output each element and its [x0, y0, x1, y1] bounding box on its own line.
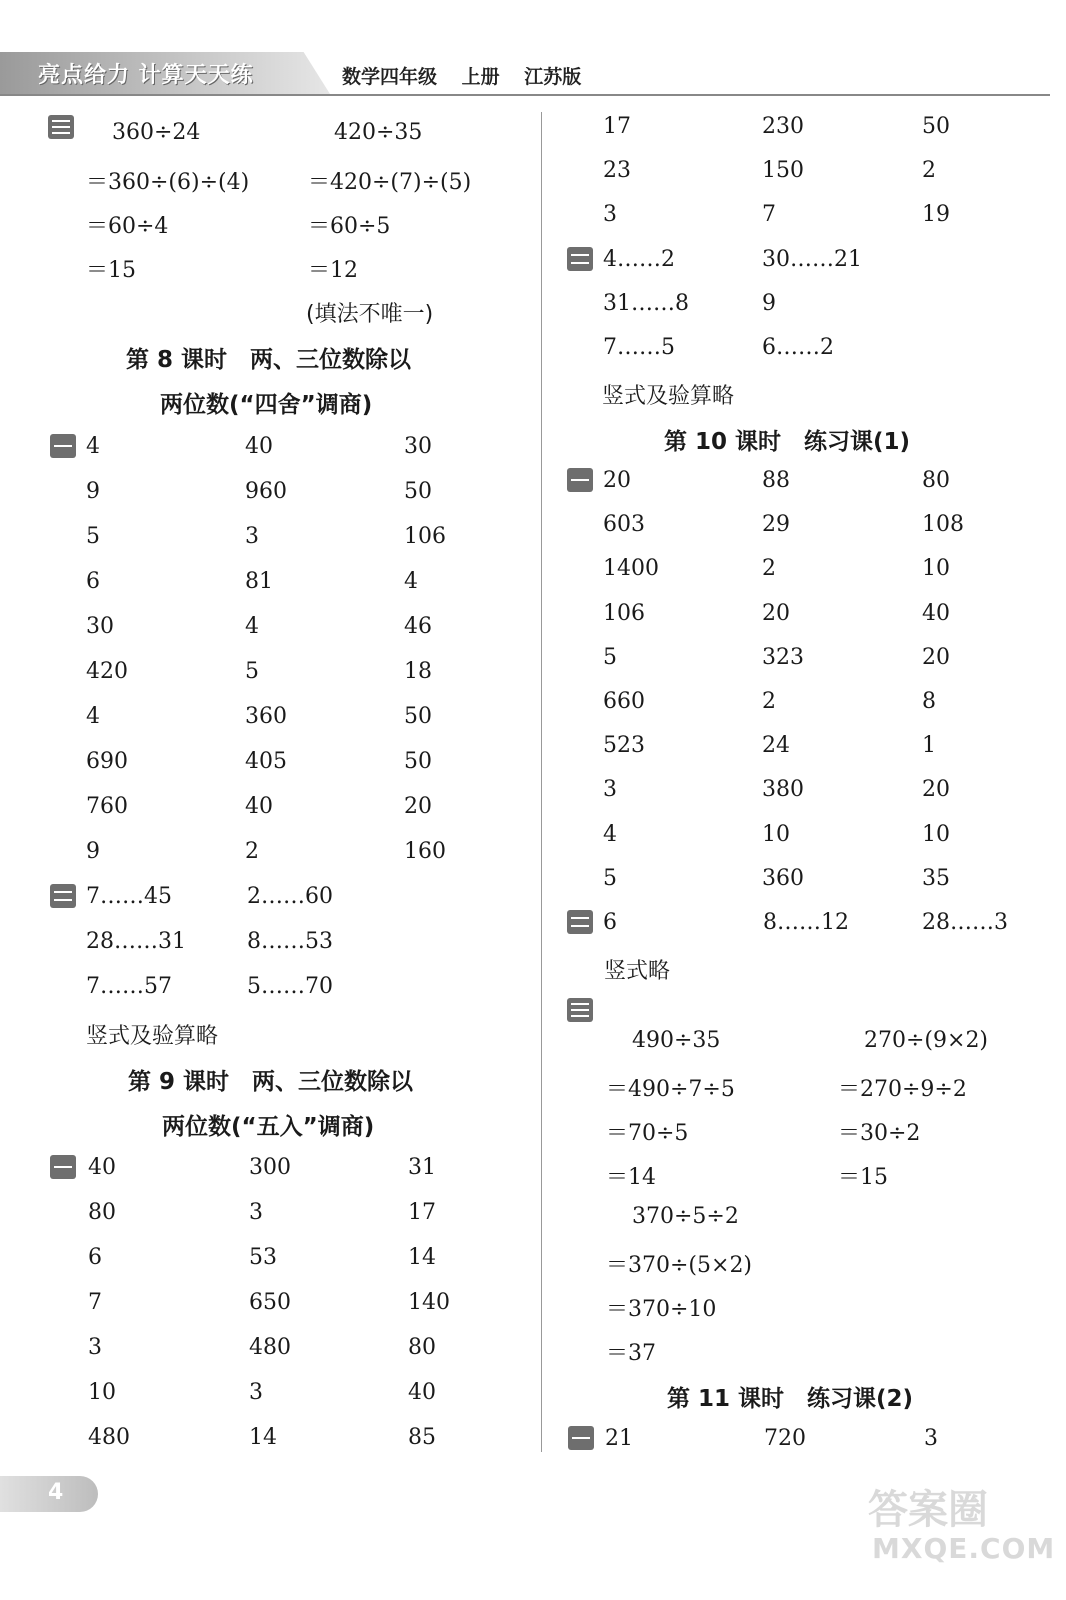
answer-cell: 2 — [245, 839, 259, 864]
answer-cell: 20 — [762, 600, 790, 626]
answer-cell: 960 — [245, 479, 287, 504]
answer-cell: 23 — [603, 158, 631, 183]
column-divider — [541, 112, 542, 1452]
equation-line: ＝37 — [606, 1341, 656, 1366]
answer-cell: 40 — [245, 434, 273, 459]
answer-note: (填法不唯一) — [306, 302, 434, 327]
answer-cell: 7……57 — [86, 974, 172, 999]
answer-cell: 6 — [603, 910, 617, 935]
answer-cell: 3 — [603, 777, 617, 803]
answer-note: 竖式及验算略 — [602, 384, 735, 409]
answer-cell: 6……2 — [762, 335, 834, 360]
equation-line: ＝12 — [308, 258, 358, 283]
answer-note: 竖式及验算略 — [86, 1024, 219, 1049]
section-one-icon — [568, 1426, 594, 1450]
answer-cell: 7 — [88, 1290, 102, 1315]
answer-cell: 108 — [922, 512, 964, 538]
equation-line: ＝490÷7÷5 — [606, 1077, 735, 1102]
answer-cell: 106 — [603, 600, 645, 626]
answer-cell: 7 — [762, 202, 776, 227]
section-one-icon — [567, 468, 593, 492]
section-two-icon — [567, 247, 593, 271]
answer-cell: 30 — [86, 614, 114, 639]
answer-cell: 603 — [603, 512, 645, 538]
section-three-icon — [48, 115, 74, 139]
answer-cell: 40 — [408, 1380, 436, 1405]
answer-cell: 29 — [762, 512, 790, 538]
answer-cell: 50 — [922, 114, 950, 139]
answer-cell: 20 — [603, 468, 631, 493]
answer-cell: 8……53 — [247, 929, 333, 954]
answer-cell: 40 — [922, 600, 950, 626]
lesson-11-title: 第 11 课时 练习课(2) — [667, 1386, 914, 1412]
answer-cell: 81 — [245, 569, 273, 594]
answer-cell: 4 — [404, 569, 418, 594]
answer-cell: 3 — [924, 1426, 938, 1451]
answer-cell: 323 — [762, 644, 804, 670]
answer-cell: 690 — [86, 749, 128, 774]
answer-cell: 10 — [922, 821, 950, 847]
answer-cell: 1400 — [603, 556, 659, 582]
answer-cell: 10 — [88, 1380, 116, 1405]
answer-cell: 3 — [249, 1200, 263, 1225]
answer-cell: 24 — [762, 733, 790, 759]
section-one-icon — [50, 434, 76, 458]
answer-cell: 30 — [404, 434, 432, 459]
answer-cell: 5 — [603, 644, 617, 670]
answer-cell: 40 — [245, 794, 273, 819]
answer-cell: 31 — [408, 1155, 436, 1180]
equation-line: 490÷35 — [632, 1028, 721, 1053]
answer-cell: 1 — [922, 733, 936, 759]
answer-cell: 380 — [762, 777, 804, 803]
answer-cell: 523 — [603, 733, 645, 759]
answer-cell: 2 — [922, 158, 936, 183]
equation-line: 420÷35 — [334, 120, 423, 145]
equation-line: ＝370÷10 — [606, 1297, 717, 1322]
answer-cell: 88 — [762, 468, 790, 493]
answer-cell: 18 — [404, 659, 432, 684]
answer-cell: 720 — [764, 1426, 806, 1451]
answer-cell: 9 — [86, 839, 100, 864]
answer-cell: 2 — [762, 689, 776, 714]
equation-line: 370÷5÷2 — [632, 1204, 739, 1229]
answer-cell: 53 — [249, 1245, 277, 1270]
answer-cell: 21 — [605, 1426, 633, 1451]
lesson-8-title: 第 8 课时 两、三位数除以 — [126, 347, 412, 373]
answer-cell: 35 — [922, 865, 950, 891]
answer-cell: 5 — [603, 865, 617, 891]
answer-cell: 50 — [404, 749, 432, 774]
book-brand: 亮点给力 计算天天练 — [38, 63, 254, 88]
equation-line: 270÷(9×2) — [864, 1028, 989, 1053]
section-three-icon — [567, 998, 593, 1022]
answer-cell: 14 — [408, 1245, 436, 1270]
answer-cell: 80 — [408, 1335, 436, 1360]
answer-cell: 405 — [245, 749, 287, 774]
equation-line: 360÷24 — [112, 120, 201, 145]
answer-cell: 80 — [88, 1200, 116, 1225]
answer-cell: 20 — [922, 644, 950, 670]
answer-cell: 7……45 — [86, 884, 172, 909]
answer-cell: 480 — [88, 1425, 130, 1450]
lesson-10-title: 第 10 课时 练习课(1) — [664, 429, 911, 455]
equation-line: ＝14 — [606, 1165, 656, 1190]
equation-line: ＝70÷5 — [606, 1121, 689, 1146]
answer-cell: 4 — [86, 434, 100, 459]
answer-cell: 140 — [408, 1290, 450, 1315]
answer-cell: 5 — [86, 524, 100, 549]
answer-cell: 3 — [249, 1380, 263, 1405]
answer-cell: 31……8 — [603, 291, 689, 316]
answer-cell: 10 — [922, 556, 950, 582]
answer-cell: 28……3 — [922, 910, 1008, 935]
answer-cell: 150 — [762, 158, 804, 183]
watermark-url: MXQE.COM — [872, 1532, 1056, 1565]
lesson-9-subtitle: 两位数(“五入”调商) — [162, 1114, 375, 1140]
answer-cell: 3 — [245, 524, 259, 549]
answer-cell: 50 — [404, 479, 432, 504]
answer-cell: 5 — [245, 659, 259, 684]
equation-line: ＝30÷2 — [838, 1121, 921, 1146]
answer-cell: 300 — [249, 1155, 291, 1180]
answer-cell: 4……2 — [603, 247, 675, 272]
answer-cell: 230 — [762, 114, 804, 139]
answer-cell: 3 — [88, 1335, 102, 1360]
equation-line: ＝60÷5 — [308, 214, 391, 239]
answer-cell: 2 — [762, 556, 776, 582]
answer-cell: 14 — [249, 1425, 277, 1450]
answer-cell: 160 — [404, 839, 446, 864]
answer-cell: 50 — [404, 704, 432, 729]
lesson-9-title: 第 9 课时 两、三位数除以 — [128, 1069, 414, 1095]
page-number: 4 — [48, 1480, 64, 1505]
answer-cell: 80 — [922, 468, 950, 493]
answer-cell: 19 — [922, 202, 950, 227]
answer-cell: 28……31 — [86, 929, 186, 954]
answer-cell: 7……5 — [603, 335, 675, 360]
equation-line: ＝270÷9÷2 — [838, 1077, 967, 1102]
answer-cell: 6 — [88, 1245, 102, 1270]
answer-cell: 8 — [922, 689, 936, 714]
answer-cell: 360 — [245, 704, 287, 729]
answer-cell: 2……60 — [247, 884, 333, 909]
answer-cell: 85 — [408, 1425, 436, 1450]
section-one-icon — [50, 1155, 76, 1179]
answer-cell: 9 — [86, 479, 100, 504]
page-number-tab — [0, 1476, 98, 1512]
answer-cell: 6 — [86, 569, 100, 594]
lesson-8-subtitle: 两位数(“四舍”调商) — [160, 392, 373, 418]
answer-cell: 760 — [86, 794, 128, 819]
equation-line: ＝15 — [86, 258, 136, 283]
answer-cell: 3 — [603, 202, 617, 227]
answer-cell: 660 — [603, 689, 645, 714]
equation-line: ＝370÷(5×2) — [606, 1253, 753, 1278]
section-two-icon — [50, 884, 76, 908]
answer-cell: 10 — [762, 821, 790, 847]
section-two-icon — [567, 910, 593, 934]
answer-cell: 106 — [404, 524, 446, 549]
header-rule — [0, 94, 1050, 96]
answer-cell: 46 — [404, 614, 432, 639]
answer-cell: 40 — [88, 1155, 116, 1180]
book-info: 数学四年级 上册 江苏版 — [342, 66, 582, 88]
answer-cell: 30……21 — [762, 247, 862, 272]
answer-cell: 4 — [245, 614, 259, 639]
equation-line: ＝420÷(7)÷(5) — [308, 170, 472, 195]
answer-cell: 4 — [86, 704, 100, 729]
answer-cell: 17 — [408, 1200, 436, 1225]
answer-cell: 9 — [762, 291, 776, 316]
answer-cell: 8……12 — [763, 910, 849, 935]
answer-cell: 360 — [762, 865, 804, 891]
answer-cell: 20 — [404, 794, 432, 819]
equation-line: ＝15 — [838, 1165, 888, 1190]
answer-cell: 20 — [922, 777, 950, 803]
equation-line: ＝360÷(6)÷(4) — [86, 170, 250, 195]
answer-cell: 650 — [249, 1290, 291, 1315]
watermark-logo: 答案圈 — [868, 1487, 988, 1533]
answer-cell: 17 — [603, 114, 631, 139]
answer-cell: 480 — [249, 1335, 291, 1360]
equation-line: ＝60÷4 — [86, 214, 169, 239]
answer-cell: 4 — [603, 821, 617, 847]
answer-cell: 420 — [86, 659, 128, 684]
answer-note: 竖式略 — [604, 959, 671, 984]
answer-cell: 5……70 — [247, 974, 333, 999]
